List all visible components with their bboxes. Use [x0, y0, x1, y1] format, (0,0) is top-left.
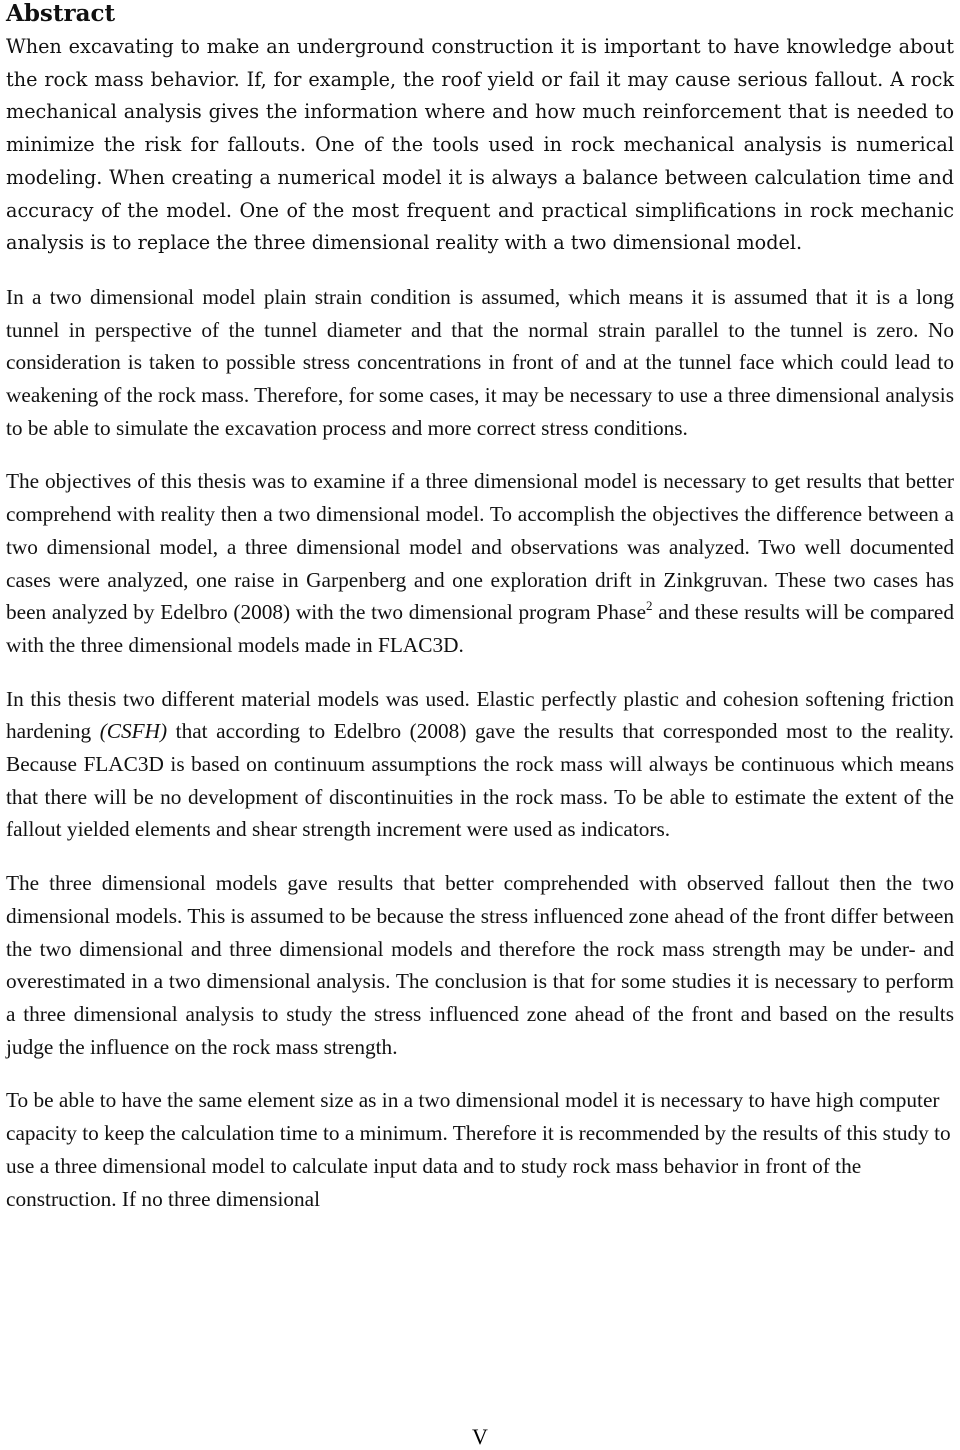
paragraph-5: The three dimensional models gave results that better comprehended with observed fallout then the two dimensional models. This is assumed to be because the stress influenced zone ahead of the front differ between the two dimensional and three dimensional models and therefore the rock mass strength may be under- and overestimated in a two dimensional analysis. The conclusion is that for some studies it is necessary to perform a three dimensional analysis to study the stress influenced zone ahead of the front and based on the results judge the influence on the rock mass strength. [6, 871, 954, 1059]
abstract-heading: Abstract [6, 0, 116, 27]
paragraph-3 [6, 465, 954, 661]
paragraph-2: In a two dimensional model plain strain condition is assumed, which means it is assumed that it is a long tunnel in perspective of the tunnel diameter and that the normal strain parallel to the tunnel is zero. No consideration is taken to possible stress concentrations in front of and at the tunnel face which could lead to weakening of the rock mass. Therefore, for some cases, it may be necessary to use a three dimensional analysis to be able to simulate the excavation process and more correct stress conditions. [6, 284, 954, 440]
paragraph-4-text-a: In this thesis two different material models was used. Elastic perfectly plastic and cohesion softening friction hardening [6, 686, 954, 744]
paragraph-3-text-b: and these results will be compared with the three dimensional models made in FLAC3D. [6, 600, 954, 657]
csfh-abbreviation: (CSFH) [99, 719, 168, 744]
paragraph-4 [6, 683, 954, 847]
paragraph-4-text-b: that according to Edelbro (2008) gave the results that corresponded most to the reality. Because FLAC3D is based on continuum assumptions the rock mass will always be continuous which means that there will be no development of discontinuities in the rock mass. To be able to estimate the extent of the fallout yielded elements and shear strength increment were used as indicators. [6, 719, 954, 842]
phase-superscript: 2 [646, 598, 653, 614]
page-number: V [472, 1424, 488, 1449]
paragraph-3-text-a: The objectives of this thesis was to examine if a three dimensional model is necessary to get results that better comprehend with reality then a two dimensional model. To accomplish the objectives the difference between a two dimensional model, a three dimensional model and observations was analyzed. Two well documented cases were analyzed, one raise in Garpenberg and one exploration drift in Zinkgruvan. These two cases has been analyzed by Edelbro (2008) with the two dimensional program Phase [6, 469, 954, 625]
paragraph-6: To be able to have the same element size as in a two dimensional model it is necessary to have high computer capacity to keep the calculation time to a minimum. Therefore it is recommended by the results of this study to use a three dimensional model to calculate input data and to study rock mass behavior in front of the construction. If no three dimensional [6, 1088, 951, 1211]
paragraph-1: When excavating to make an underground construction it is important to have knowledge about the rock mass behavior. If, for example, the roof yield or fail it may cause serious fallout. A rock mechanical analysis gives the information where and how much reinforcement that is needed to minimize the risk for fallouts. One of the tools used in rock mechanical analysis is numerical modeling. When creating a numerical model it is always a balance between calculation time and accuracy of the model. One of the most frequent and practical simplifications in rock mechanic analysis is to replace the three dimensional reality with a two dimensional model. [6, 35, 954, 255]
